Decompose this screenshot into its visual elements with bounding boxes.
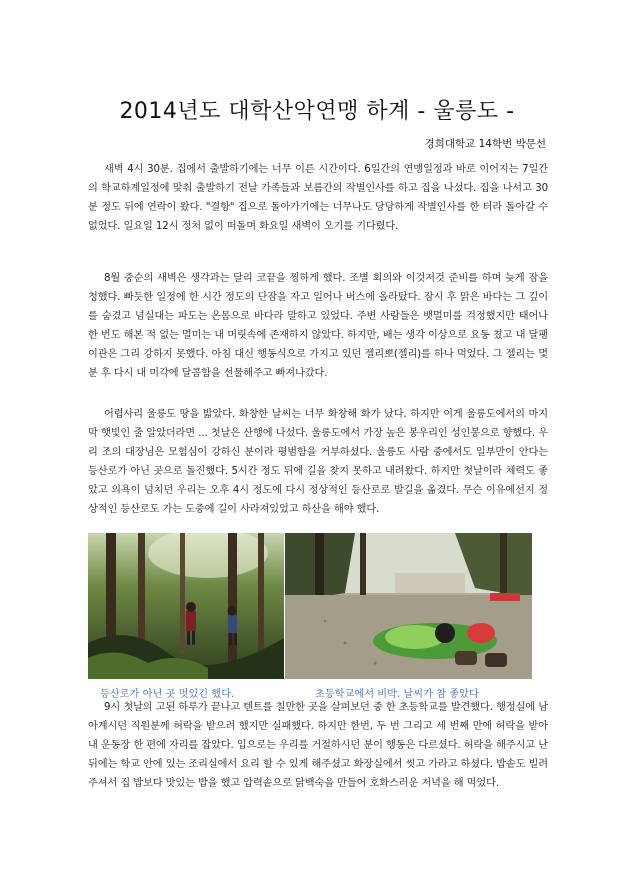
photo-caption-right: 초등학교에서 비박. 날씨가 참 좋았다 [315, 689, 479, 700]
paragraph-2: 8월 중순의 새벽은 생각과는 달리 코끝을 찡하게 했다. 조별 회의와 이것저것 준비를 하며 늦게 잠을 청했다. 빠듯한 일정에 한 시간 정도의 단잠을 자고 일어나 버스에 올라탔다. 잠시 후 맑은 바다는 그 깊이를 숨겼고 넘실대는 파도는 온몸으로 바다라 말하고 있었다. 주변 사람들은 뱃멀미를 걱정했지만 태어나 한 번도 해본 적 없는 멀미는 내 머릿속에 존재하지 않았다. 하지만, 배는 생각 이상으로 요동 쳤고 내 달팽이관은 그리 강하지 못했다. 아침 대신 행동식으로 가지고 있던 젤리뽀(젤리)를 하나 먹었다. 그 젤리는 몇 분 후 다시 내 미각에 달콤함을 선물해주고 빠져나갔다. [88, 273, 548, 379]
author-line: 경희대학교 14학번 박문선 [424, 138, 546, 150]
paragraph-4: 9시 첫날의 고된 하루가 끝나고 텐트를 칠만한 곳을 살펴보던 중 한 초등학교를 발견했다. 행정실에 남아계시던 직원분께 허락을 받으려 했지만 실패했다. 하지만 한번, 두 번 그리고 세 번째 만에 허락을 받아내 운동장 한 편에 자리를 잡았다. 입으로는 우리를 거절하시던 분이 행동은 다르셨다. 허락을 해주시고 난 뒤에는 학교 안에 있는 조리실에서 요리 할 수 있게 해주셨고 화장실에서 씻고 가라고 하셨다. 밥솥도 빌려주셔서 집 밥보다 맛있는 밥을 했고 압력솥으로 닭백숙을 만들어 호화스러운 저녁을 해 먹었다. [88, 702, 548, 789]
paragraph-3: 어렵사리 울릉도 땅을 밟았다. 화창한 날씨는 너무 화창해 화가 났다. 하지만 이게 울릉도에서의 마지막 햇빛인 줄 알았더라면 ... 첫날은 산행에 나섰다. 울릉도에서 가장 높은 봉우리인 성인봉으로 향했다. 우리 조의 대장님은 모험심이 강하신 분이라 평범함을 거부하셨다. 울릉도 사람 중에서도 일부만이 안다는 등산로가 아닌 곳으로 돌진했다. 5시간 정도 뒤에 길을 찾지 못하고 내려왔다. 하지만 첫날이라 체력도 좋았고 의욕이 넘치던 우리는 오후 4시 정도에 다시 정상적인 등산로로 발길을 옮겼다. 무슨 이유에선지 정상적인 등산로도 가는 도중에 길이 사라져있었고 하산을 해야 했다. [88, 409, 548, 515]
forest-hiking-photo [88, 533, 284, 679]
photo-caption-left: 등산로가 아닌 곳 멋있긴 했다. [100, 689, 235, 700]
paragraph-1: 새벽 4시 30분. 집에서 출발하기에는 너무 이른 시간이다. 6일간의 연맹일정과 바로 이어지는 7일간의 학교하계일정에 맞춰 출발하기 전날 가족들과 보름간의 작별인사를 하고 집을 나섰다. 집을 나서고 30분 정도 뒤에 연락이 왔다. "결항" 집으로 돌아가기에는 너무나도 당당하게 작별인사를 한 터라 돌아갈 수 없었다. 일요일 12시 정처 없이 떠돌며 화요일 새벽이 오기를 기다렸다. [88, 164, 548, 232]
document-title: 2014년도 대학산악연맹 하계 - 울릉도 - [119, 99, 515, 124]
schoolyard-bivouac-photo [285, 533, 532, 679]
